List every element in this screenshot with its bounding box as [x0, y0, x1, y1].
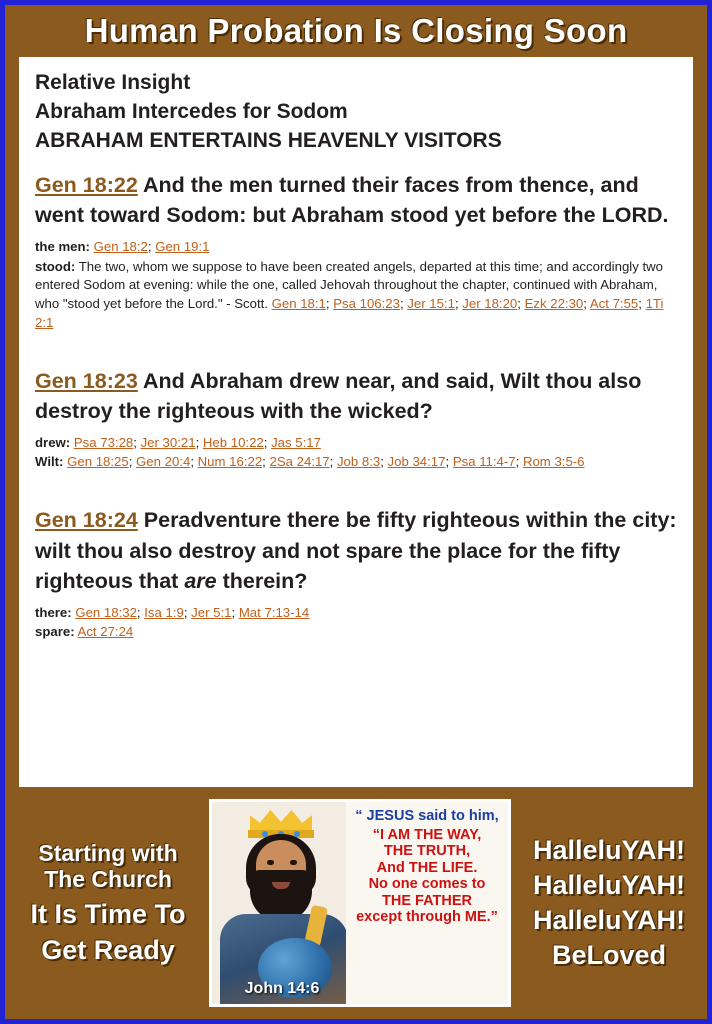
note-label: drew: [35, 434, 71, 450]
cross-reference-link[interactable]: Rom 3:5-6 [522, 454, 585, 470]
cross-reference-link[interactable]: Gen 19:1 [155, 238, 210, 254]
cross-reference-link[interactable]: Num 16:22 [197, 454, 263, 470]
cross-reference-link[interactable]: Job 34:17 [387, 454, 446, 470]
cross-reference-link[interactable]: Ezk 22:30 [524, 296, 584, 312]
cross-reference-link[interactable]: Job 8:3 [336, 454, 381, 470]
cross-reference-link[interactable]: Psa 11:4-7 [452, 454, 516, 470]
spacer [35, 334, 677, 352]
bottom-right-line-4: BeLoved [551, 940, 667, 971]
cross-reference-link[interactable]: Mat 7:13-14 [238, 604, 310, 620]
bottom-right-line-1: HalleluYAH! [532, 834, 686, 865]
spacer [35, 473, 677, 491]
cross-reference-link[interactable]: 2Sa 24:17 [269, 454, 330, 470]
cross-reference-link[interactable]: Act 27:24 [77, 624, 134, 640]
figure-illustration [212, 802, 352, 1004]
note-label: spare: [35, 624, 75, 640]
article-heading-relative-insight: Relative Insight [35, 71, 191, 94]
verse-notes-1 [35, 238, 677, 333]
note-label: Wilt: [35, 454, 64, 470]
verse-block-2 [35, 366, 677, 473]
cross-reference-link[interactable]: Gen 18:25 [67, 454, 129, 470]
page-title: Human Probation Is Closing Soon [84, 12, 628, 49]
bottom-left-line-1: Starting with [38, 840, 178, 867]
jesus-illustration [209, 799, 511, 1007]
verse-body: And Abraham drew near, and said, Wilt thou also destroy the righteous with the wicked? [35, 368, 642, 424]
eye-right [290, 860, 297, 865]
cross-reference-link[interactable]: Gen 20:4 [136, 454, 191, 470]
note-label: stood: [35, 258, 76, 274]
verse-body-part2: therein? [216, 569, 308, 594]
cross-reference-link[interactable]: Heb 10:22 [202, 434, 264, 450]
article-body [19, 57, 693, 787]
header-banner [5, 5, 707, 57]
verse-text-2 [35, 366, 677, 427]
cross-reference-link[interactable]: Jer 5:1 [191, 604, 232, 620]
image-caption: John 14:6 [244, 980, 320, 997]
cross-reference-link[interactable]: 1Ti 2:1 [35, 296, 664, 330]
verse-block-3 [35, 505, 677, 642]
quote-panel [346, 802, 508, 1004]
quote-head: “ JESUS said to him, [355, 808, 499, 824]
note-line: the men: Gen 18:2; Gen 19:1 [35, 238, 210, 254]
note-line: Wilt: Gen 18:25; Gen 20:4; Num 16:22; 2Sa 24:17; Job 8:3; Job 34:17; Psa 11:4-7; Rom 3:5-6 [35, 454, 585, 470]
eye-left [267, 860, 274, 865]
verse-reference-link[interactable]: Gen 18:22 [35, 172, 138, 197]
quote-line: “I AM THE WAY, [372, 826, 482, 843]
quote-line: THE TRUTH, [383, 843, 471, 860]
verse-body-part1: Peradventure there be fifty righteous within the city: wilt thou also destroy and not spare the place for the fifty righteous that [35, 508, 677, 594]
cross-reference-link[interactable]: Gen 18:2 [93, 238, 148, 254]
note-line: there: Gen 18:32; Isa 1:9; Jer 5:1; Mat 7:13-14 [35, 604, 310, 620]
crown-icon [250, 808, 312, 832]
cross-reference-link[interactable]: Jer 15:1 [407, 296, 455, 312]
note-line: drew: Psa 73:28; Jer 30:21; Heb 10:22; Jas 5:17 [35, 434, 321, 450]
cross-reference-link[interactable]: Jer 30:21 [140, 434, 196, 450]
cross-reference-link[interactable]: Jas 5:17 [271, 434, 321, 450]
verse-notes-2 [35, 434, 677, 472]
verse-text-1 [35, 170, 677, 231]
verse-body: And the men turned their faces from thence, and went toward Sodom: but Abraham stood yet before the LORD. [35, 172, 669, 228]
bottom-center-image-area [200, 792, 520, 1014]
verse-block-1 [35, 170, 677, 333]
quote-line: And THE LIFE. [376, 859, 478, 876]
cross-reference-link[interactable]: Gen 18:1 [271, 296, 326, 312]
bottom-left-line-3: It Is Time To [30, 898, 186, 929]
bottom-right-line-3: HalleluYAH! [532, 905, 686, 935]
bottom-banner [10, 792, 702, 1014]
quote-line: No one comes to [368, 876, 486, 893]
bottom-right-line-2: HalleluYAH! [532, 869, 686, 900]
note-line: stood: The two, whom we suppose to have been created angels, departed at this time; and accordingly two entered Sodom at evening: while the one, called Jehovah throughout the chapter, continued with Abraham, who "stood yet before the Lord." - Scott. Gen 18:1; Psa 106:23; Jer 15:1; Jer 18:20; Ezk 22:30; Act 7:55; 1Ti 2:1 [35, 258, 664, 330]
note-label: there: [35, 604, 72, 620]
bottom-left-text [10, 792, 200, 1014]
verse-body-italic: are [184, 569, 217, 594]
article-heading-heavenly-visitors: ABRAHAM ENTERTAINS HEAVENLY VISITORS [35, 128, 502, 152]
cross-reference-link[interactable]: Psa 73:28 [73, 434, 134, 450]
verse-reference-link[interactable]: Gen 18:23 [35, 368, 138, 393]
note-label: the men: [35, 238, 90, 254]
verse-text-3 [35, 505, 677, 597]
note-body: The two, whom we suppose to have been created angels, departed at this time; and accordingly two entered Sodom at evening: while the one, called Jehovah throughout the chapter, continued with Abraham, who "stood yet before the Lord." - Scott. [35, 258, 663, 312]
bottom-left-line-4: Get Ready [41, 934, 175, 965]
verse-notes-3 [35, 604, 677, 642]
cross-reference-link[interactable]: Gen 18:32 [75, 604, 137, 620]
cross-reference-link[interactable]: Act 7:55 [589, 296, 639, 312]
bottom-right-text [520, 792, 702, 1014]
quote-line: except through ME.” [356, 909, 498, 926]
cross-reference-link[interactable]: Jer 18:20 [462, 296, 518, 312]
cross-reference-link[interactable]: Psa 106:23 [333, 296, 400, 312]
note-line [35, 623, 677, 642]
cross-reference-link[interactable]: Isa 1:9 [144, 604, 184, 620]
article-heading-abraham-intercedes: Abraham Intercedes for Sodom [35, 99, 348, 123]
bottom-left-line-2: The Church [44, 865, 172, 892]
verse-reference-link[interactable]: Gen 18:24 [35, 508, 138, 533]
quote-line: THE FATHER [382, 892, 472, 909]
